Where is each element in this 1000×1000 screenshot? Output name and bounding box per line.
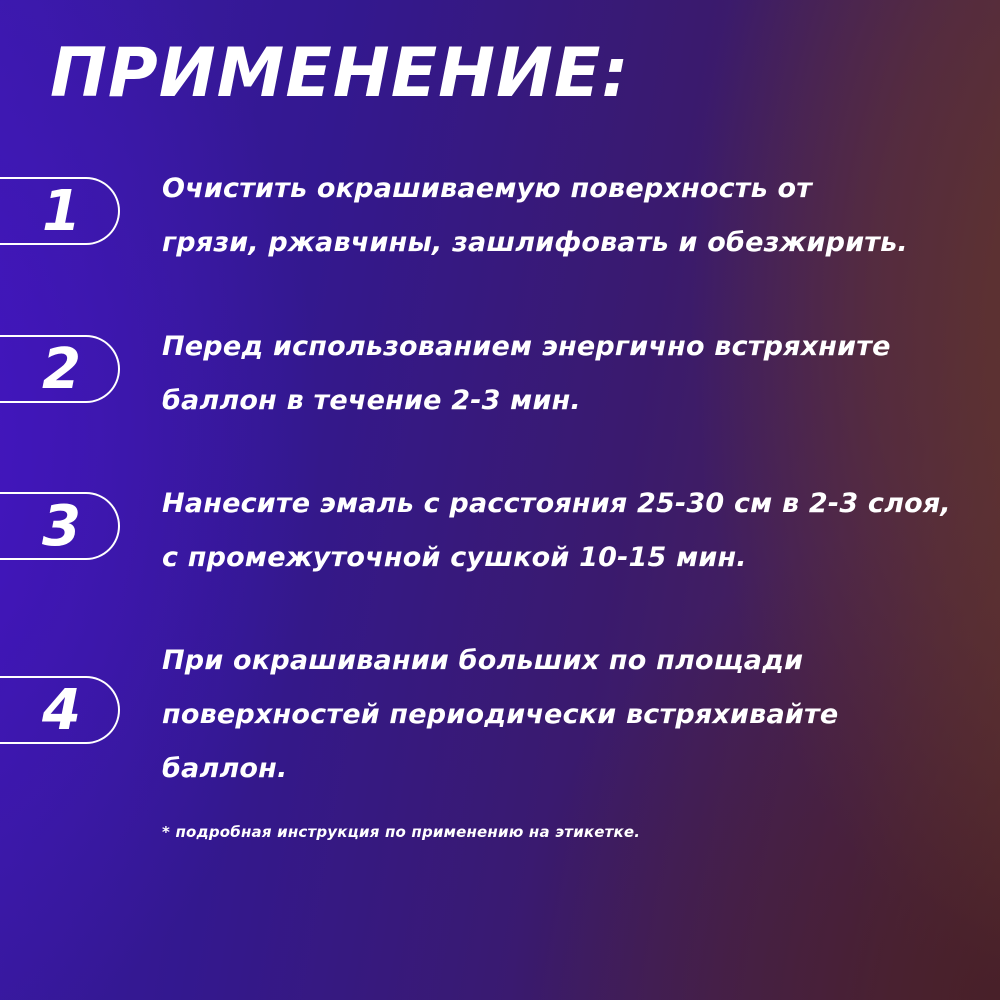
step-number-badge [0, 676, 120, 744]
step-text [162, 634, 838, 796]
step-text-line: поверхностей периодически встряхивайте [162, 699, 839, 730]
step-text [162, 162, 908, 270]
step-text-line: с промежуточной сушкой 10-15 мин. [162, 542, 747, 573]
step-number-badge [0, 177, 120, 245]
step-text-line: баллон в течение 2-3 мин. [162, 385, 581, 416]
step-text-line: При окрашивании больших по площади [162, 645, 804, 676]
step-text-line: грязи, ржавчины, зашлифовать и обезжирить. [162, 227, 908, 258]
page-title: ПРИМЕНЕНИЕ: [50, 34, 630, 113]
step-text [162, 320, 891, 428]
step-text-line: Очистить окрашиваемую поверхность от [162, 173, 813, 204]
step-number: 4 [42, 678, 81, 743]
step-text-line: баллон. [162, 753, 288, 784]
step-number: 1 [42, 179, 81, 244]
step-text-line: Перед использованием энергично встряхните [162, 331, 891, 362]
step-number: 3 [42, 494, 81, 559]
step-text-line: Нанесите эмаль с расстояния 25-30 см в 2-3 слоя, [162, 488, 951, 519]
step-number-badge [0, 492, 120, 560]
step-text [162, 477, 951, 585]
step-number-badge [0, 335, 120, 403]
footnote: * подробная инструкция по применению на этикетке. [162, 823, 641, 841]
step-number: 2 [42, 337, 81, 402]
